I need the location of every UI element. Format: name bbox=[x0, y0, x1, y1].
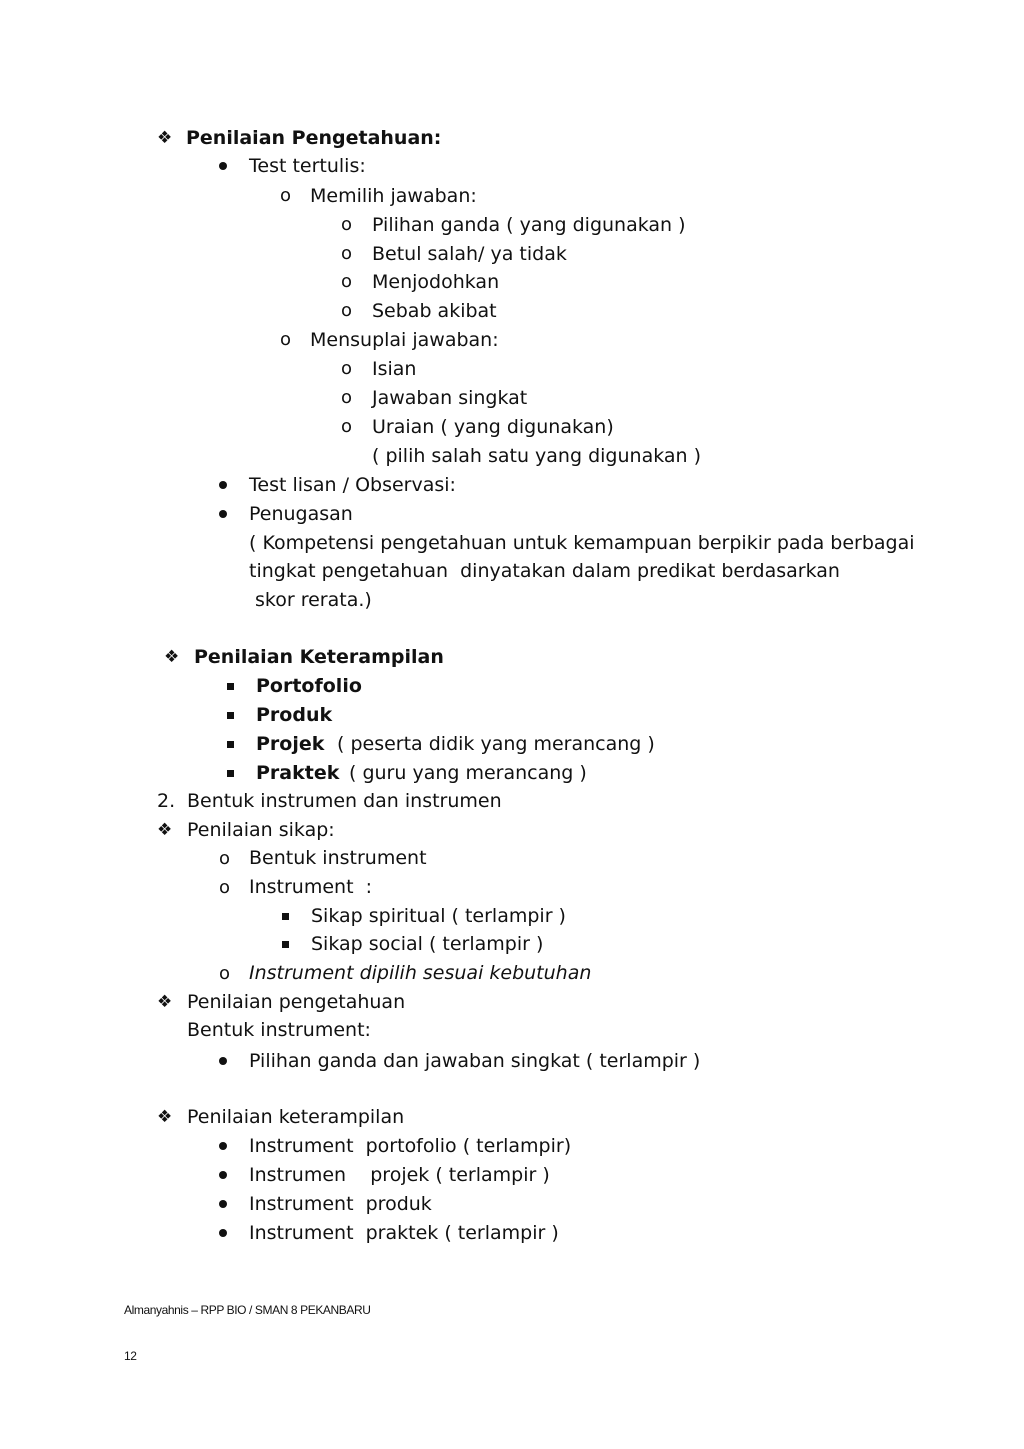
footer-text: Almanyahnis – RPP BIO / SMAN 8 PEKANBARU bbox=[124, 1303, 371, 1317]
numbered-heading: Bentuk instrumen dan instrumen bbox=[187, 790, 502, 812]
dot-bullet-icon bbox=[219, 1200, 227, 1208]
list-item: Sebab akibat bbox=[372, 300, 497, 322]
list-item-label: Praktek bbox=[256, 762, 340, 784]
dot-bullet-icon bbox=[219, 481, 227, 489]
circle-bullet-icon: o bbox=[219, 848, 231, 869]
section-heading: Penilaian Keterampilan bbox=[194, 646, 444, 668]
circle-bullet-icon: o bbox=[341, 387, 353, 408]
paragraph-line: tingkat pengetahuan dinyatakan dalam predikat berdasarkan bbox=[249, 560, 840, 582]
diamond-bullet-icon: ❖ bbox=[157, 992, 173, 1012]
note-text: ( pilih salah satu yang digunakan ) bbox=[372, 445, 702, 467]
section-heading: Penilaian keterampilan bbox=[187, 1106, 405, 1128]
list-item: Bentuk instrument bbox=[249, 847, 427, 869]
list-item-note: ( guru yang merancang ) bbox=[349, 762, 587, 784]
dot-bullet-icon bbox=[219, 1229, 227, 1237]
diamond-bullet-icon: ❖ bbox=[157, 820, 173, 840]
dot-bullet-icon bbox=[219, 162, 227, 170]
list-item: Menjodohkan bbox=[372, 271, 500, 293]
list-item: Test lisan / Observasi: bbox=[249, 474, 456, 496]
list-item: Sikap social ( terlampir ) bbox=[311, 933, 544, 955]
list-item: Jawaban singkat bbox=[372, 387, 528, 409]
section-heading: Penilaian Pengetahuan: bbox=[186, 127, 442, 149]
circle-bullet-icon: o bbox=[341, 300, 353, 321]
list-item: Test tertulis: bbox=[249, 155, 366, 177]
paragraph-line: skor rerata.) bbox=[255, 589, 372, 611]
dot-bullet-icon bbox=[219, 1171, 227, 1179]
list-item-note: ( peserta didik yang merancang ) bbox=[337, 733, 655, 755]
list-item: Uraian ( yang digunakan) bbox=[372, 416, 614, 438]
dot-bullet-icon bbox=[219, 1057, 227, 1065]
list-item: Instrument portofolio ( terlampir) bbox=[249, 1135, 572, 1157]
circle-bullet-icon: o bbox=[219, 877, 231, 898]
square-bullet-icon bbox=[227, 770, 234, 777]
square-bullet-icon bbox=[282, 913, 289, 920]
diamond-bullet-icon: ❖ bbox=[157, 128, 173, 148]
section-heading: Penilaian sikap: bbox=[187, 819, 335, 841]
circle-bullet-icon: o bbox=[341, 243, 353, 264]
list-item: Mensuplai jawaban: bbox=[310, 329, 499, 351]
list-item: Pilihan ganda ( yang digunakan ) bbox=[372, 214, 686, 236]
list-item: Instrument : bbox=[249, 876, 373, 898]
dot-bullet-icon bbox=[219, 510, 227, 518]
square-bullet-icon bbox=[282, 941, 289, 948]
list-item: Pilihan ganda dan jawaban singkat ( terlampir ) bbox=[249, 1050, 701, 1072]
circle-bullet-icon: o bbox=[219, 963, 231, 984]
list-item-label: Projek bbox=[256, 733, 325, 755]
paragraph-line: ( Kompetensi pengetahuan untuk kemampuan berpikir pada berbagai bbox=[249, 532, 915, 554]
dot-bullet-icon bbox=[219, 1142, 227, 1150]
section-heading: Penilaian pengetahuan bbox=[187, 991, 406, 1013]
subheading: Bentuk instrument: bbox=[187, 1019, 371, 1041]
list-item: Instrument produk bbox=[249, 1193, 432, 1215]
circle-bullet-icon: o bbox=[341, 214, 353, 235]
list-item: Produk bbox=[256, 704, 333, 726]
list-item: Instrument praktek ( terlampir ) bbox=[249, 1222, 559, 1244]
diamond-bullet-icon: ❖ bbox=[157, 1107, 173, 1127]
list-item: Isian bbox=[372, 358, 417, 380]
list-item: Instrument dipilih sesuai kebutuhan bbox=[249, 962, 592, 984]
square-bullet-icon bbox=[227, 741, 234, 748]
square-bullet-icon bbox=[227, 683, 234, 690]
circle-bullet-icon: o bbox=[341, 416, 353, 437]
page-number: 12 bbox=[124, 1349, 137, 1363]
circle-bullet-icon: o bbox=[280, 185, 292, 206]
list-item: Sikap spiritual ( terlampir ) bbox=[311, 905, 566, 927]
circle-bullet-icon: o bbox=[341, 271, 353, 292]
list-item: Instrumen projek ( terlampir ) bbox=[249, 1164, 550, 1186]
list-item: Memilih jawaban: bbox=[310, 185, 477, 207]
list-item: Penugasan bbox=[249, 503, 353, 525]
square-bullet-icon bbox=[227, 712, 234, 719]
list-item: Betul salah/ ya tidak bbox=[372, 243, 567, 265]
diamond-bullet-icon: ❖ bbox=[164, 647, 180, 667]
circle-bullet-icon: o bbox=[280, 329, 292, 350]
list-number: 2. bbox=[157, 790, 176, 812]
circle-bullet-icon: o bbox=[341, 358, 353, 379]
list-item: Portofolio bbox=[256, 675, 362, 697]
